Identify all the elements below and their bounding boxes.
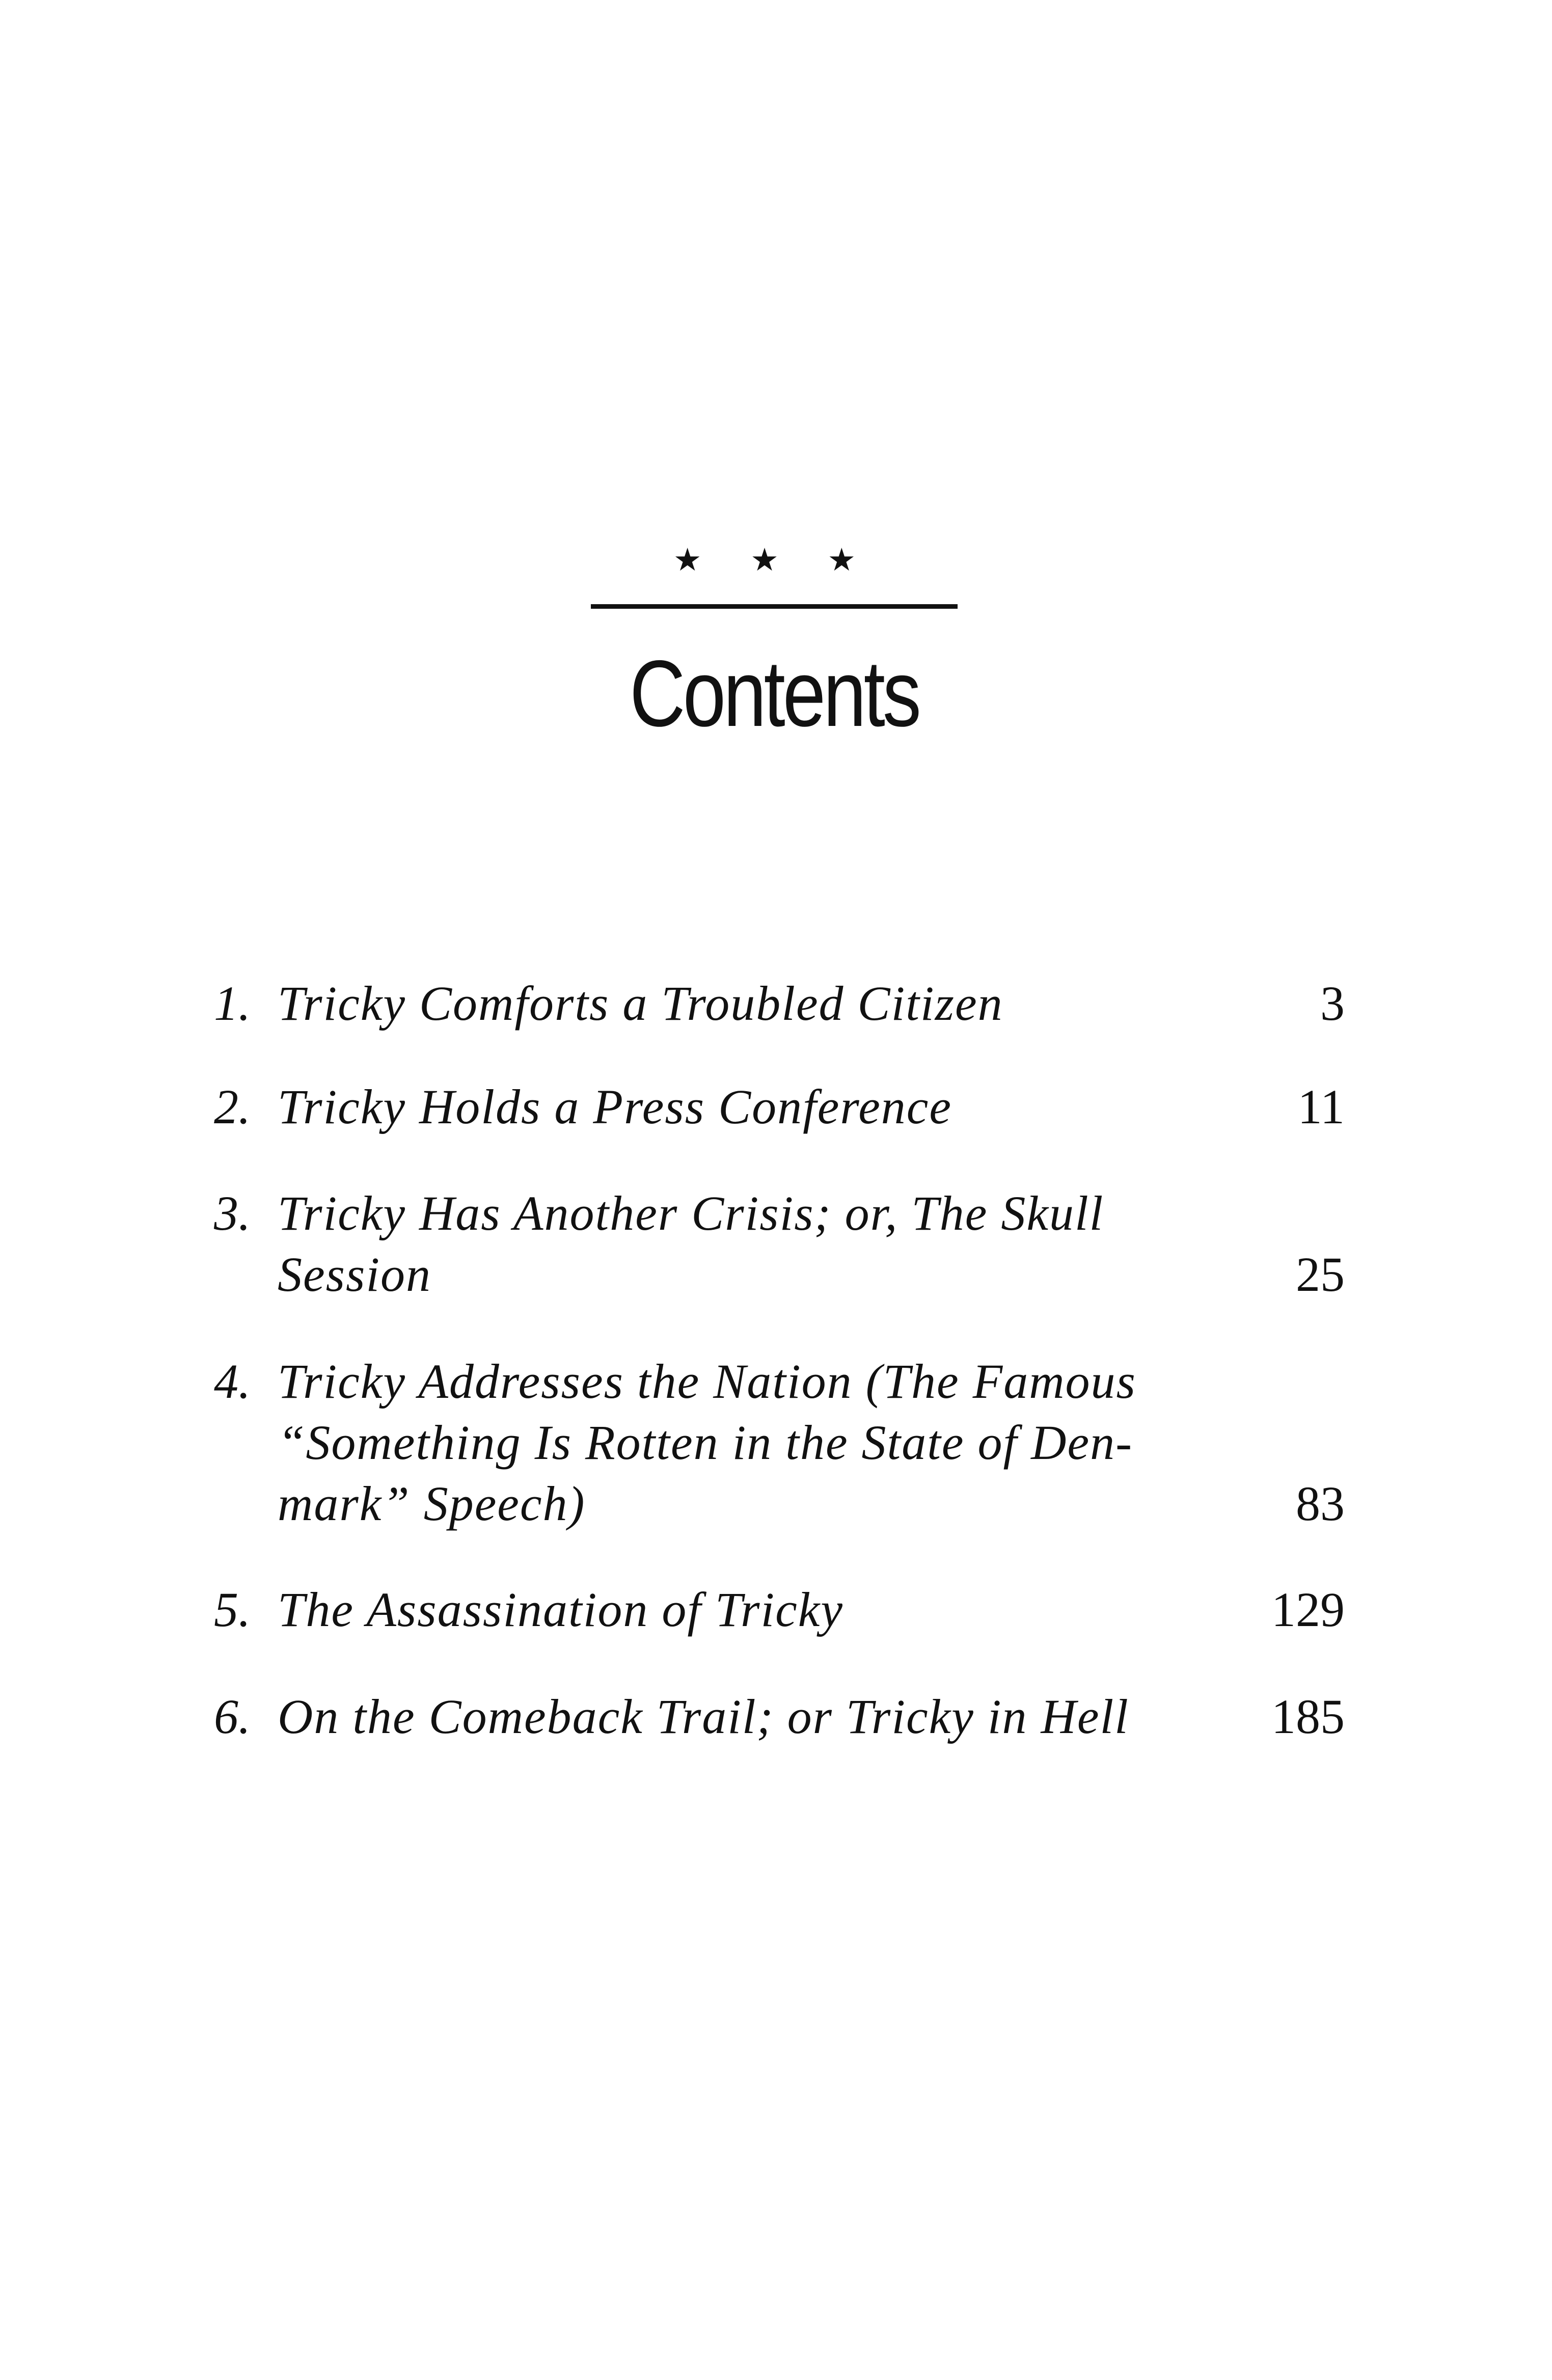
entry-title-line: “Something Is Rotten in the State of Den- xyxy=(278,1415,1133,1470)
entry-title-line: The Assassination of Tricky xyxy=(278,1582,843,1637)
entry-title-line: Tricky Addresses the Nation (The Famous xyxy=(278,1354,1136,1409)
entry-title-line: Session xyxy=(278,1247,431,1302)
entry-page-number: 11 xyxy=(1297,1079,1345,1134)
star-ornament: ★ ★ ★ xyxy=(673,541,876,578)
entry-number: 2. xyxy=(214,1079,251,1134)
entry-title-line: Tricky Comforts a Troubled Citizen xyxy=(278,976,1003,1031)
entry-page-number: 185 xyxy=(1271,1689,1345,1744)
entry-number: 1. xyxy=(214,976,251,1031)
entry-page-number: 3 xyxy=(1320,976,1345,1031)
entry-page-number: 25 xyxy=(1296,1247,1345,1302)
entry-number: 5. xyxy=(214,1582,251,1637)
entry-title-line: On the Comeback Trail; or Tricky in Hell xyxy=(278,1689,1129,1744)
entry-title-line: Tricky Holds a Press Conference xyxy=(278,1079,952,1134)
page-title: Contents xyxy=(630,641,919,746)
entry-page-number: 83 xyxy=(1296,1476,1345,1531)
entry-number: 4. xyxy=(214,1354,251,1409)
entry-title-line: mark” Speech) xyxy=(278,1476,586,1531)
entry-title-line: Tricky Has Another Crisis; or, The Skull xyxy=(278,1186,1104,1240)
entry-page-number: 129 xyxy=(1271,1582,1345,1637)
entry-number: 3. xyxy=(214,1186,251,1240)
entry-number: 6. xyxy=(214,1689,251,1744)
